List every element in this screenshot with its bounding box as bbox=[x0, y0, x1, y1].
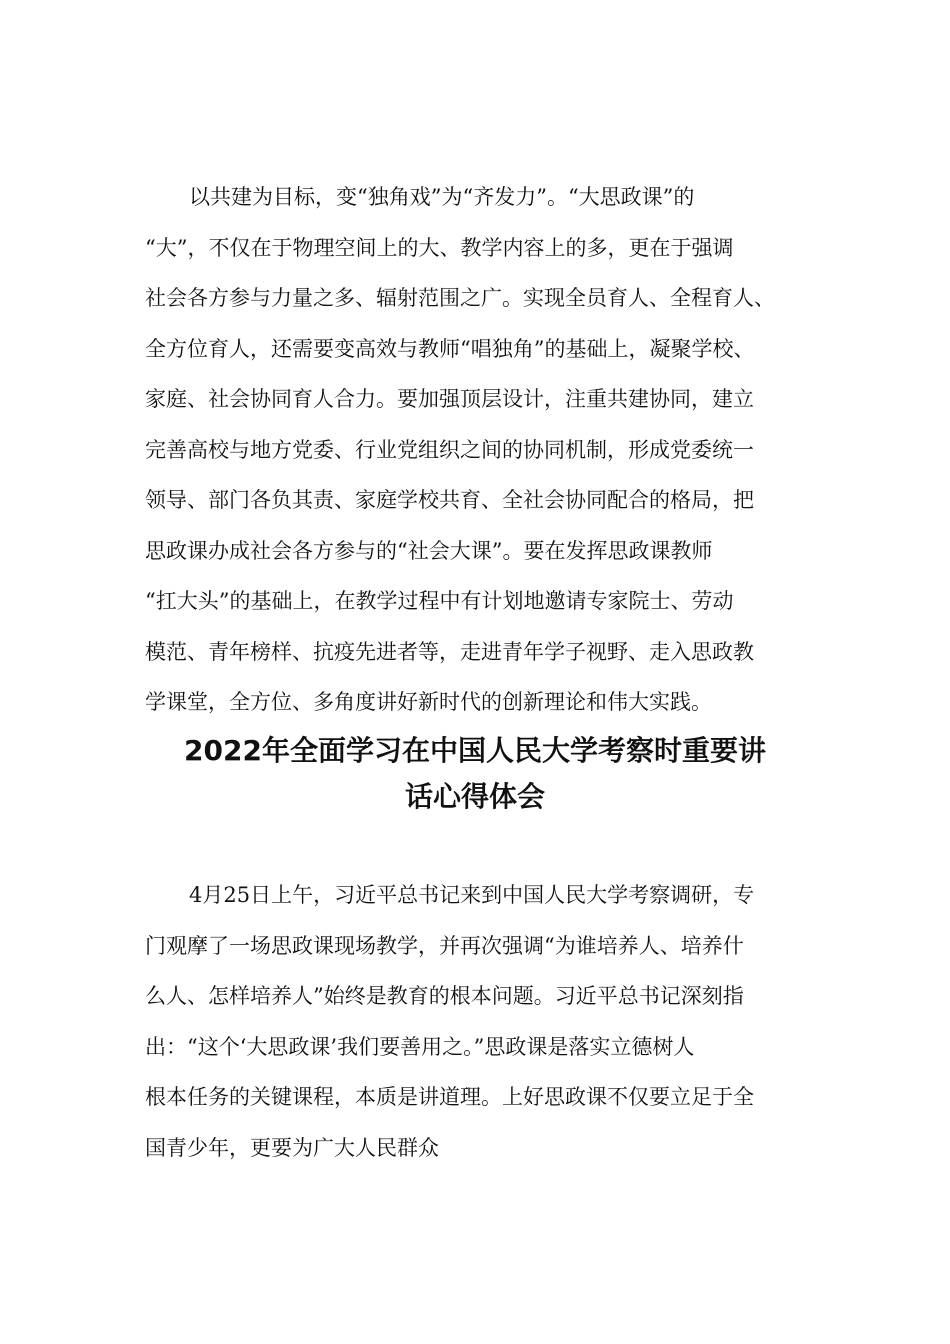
paragraph-line: 门观摩了一场思政课现场教学，并再次强调“为谁培养人、培养什 bbox=[145, 933, 744, 958]
title-line-2: 话心得体会 bbox=[404, 780, 545, 813]
paragraph-line: 完善高校与地方党委、行业党组织之间的协同机制，形成党委统一 bbox=[145, 437, 754, 462]
paragraph-line: 4月25日上午，习近平总书记来到中国人民大学考察调研，专 bbox=[189, 883, 755, 907]
paragraph-line: 根本任务的关键课程，本质是讲道理。上好思政课不仅要立足于全 bbox=[145, 1085, 754, 1109]
paragraph-line: 全方位育人，还需要变高效与教师“唱独角”的基础上，凝聚学校、 bbox=[145, 336, 755, 361]
body-paragraph-2 bbox=[145, 870, 835, 1173]
paragraph-line: 以共建为目标，变“独角戏”为“齐发力”。“大思政课”的 bbox=[189, 185, 695, 209]
paragraph-line: 家庭、社会协同育人合力。要加强顶层设计，注重共建协同，建立 bbox=[145, 387, 754, 411]
paragraph-line: 么人、怎样培养人”始终是教育的根本问题。习近平总书记深刻指 bbox=[145, 984, 744, 1008]
paragraph-line: 出：“这个‘大思政课’我们要善用之。”思政课是落实立德树人 bbox=[145, 1034, 695, 1059]
paragraph-line: 国青少年，更要为广大人民群众 bbox=[145, 1135, 439, 1160]
paragraph-line: 领导、部门各负其责、家庭学校共育、全社会协同配合的格局，把 bbox=[145, 488, 754, 512]
document-title bbox=[145, 728, 805, 820]
title-line-1: 2022年全面学习在中国人民大学考察时重要讲 bbox=[184, 734, 766, 767]
paragraph-line: “大”，不仅在于物理空间上的大、教学内容上的多，更在于强调 bbox=[145, 235, 734, 260]
paragraph-line: 学课堂，全方位、多角度讲好新时代的创新理论和伟大实践。 bbox=[145, 690, 712, 714]
paragraph-line: 社会各方参与力量之多、辐射范围之广。实现全员育人、全程育人、 bbox=[145, 286, 775, 310]
paragraph-line: 模范、青年榜样、抗疫先进者等，走进青年学子视野、走入思政教 bbox=[145, 639, 754, 664]
body-paragraph-1 bbox=[145, 172, 835, 728]
paragraph-line: 思政课办成社会各方参与的“社会大课”。要在发挥思政课教师 bbox=[145, 538, 713, 563]
paragraph-line: “扛大头”的基础上，在教学过程中有计划地邀请专家院士、劳动 bbox=[145, 589, 734, 613]
